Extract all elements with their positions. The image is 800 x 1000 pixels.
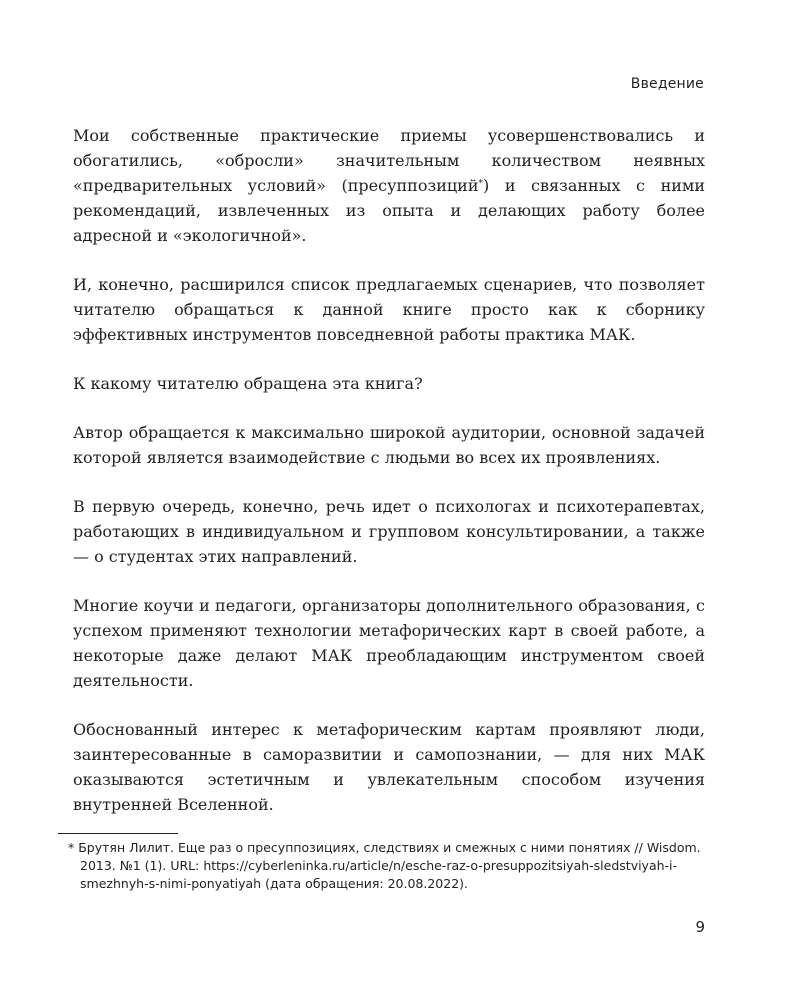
paragraph-1 <box>73 123 705 248</box>
paragraph-1-after-footnote-mark: ) и связанных с ними рекомендаций, извлеченных из опыта и делающих работу более адресной и «экологичной». <box>73 176 706 245</box>
paragraph-1-before-footnote-mark: Мои собственные практические приемы усовершенствовались и обогатились, «обросли» значительным количеством неявных «предварительных условий» (пресуппозиций <box>73 126 705 195</box>
footnote-text: Брутян Лилит. Еще раз о пресуппозициях, следствиях и смежных с ними понятиях // Wisdom. 2013. №1 (1). URL: https://cyberleninka.ru/article/n/esche-raz-o-presuppozitsiyah-sledstviyah-i-smezhnyh-s-nimi-ponyatiyah (дата обращения: 20.08.2022). <box>78 840 701 891</box>
paragraph-5: Многие коучи и педагоги, организаторы дополнительного образования, с успехом применяют технологии метафорических карт в своей работе, а некоторые даже делают МАК преобладающим инструментом своей деятельности. <box>73 596 705 690</box>
paragraph-6: Обоснованный интерес к метафорическим картам проявляют люди, заинтересованные в саморазвитии и самопознании, — для них МАК оказываются эстетичным и увлекательным способом изучения внутренней Вселенной. <box>73 720 705 814</box>
footnote <box>58 839 730 893</box>
paragraph-2: И, конечно, расширился список предлагаемых сценариев, что позволяет читателю обращаться к данной книге просто как к сборнику эффективных инструментов повседневной работы практика МАК. <box>73 275 705 344</box>
page-number: 9 <box>695 918 705 936</box>
footnote-separator-line <box>58 833 178 834</box>
footnote-mark: * <box>68 840 75 855</box>
paragraph-4: В первую очередь, конечно, речь идет о психологах и психотерапевтах, работающих в индивидуальном и групповом консультировании, а также — о студентах этих направлений. <box>73 497 705 566</box>
body-text <box>73 123 705 841</box>
footnote-reference-mark: * <box>478 179 483 189</box>
paragraph-3: Автор обращается к максимально широкой аудитории, основной задачей которой является взаимодействие с людьми во всех их проявлениях. <box>73 423 705 467</box>
running-header-title: Введение <box>630 76 704 92</box>
section-question: К какому читателю обращена эта книга? <box>73 374 423 393</box>
